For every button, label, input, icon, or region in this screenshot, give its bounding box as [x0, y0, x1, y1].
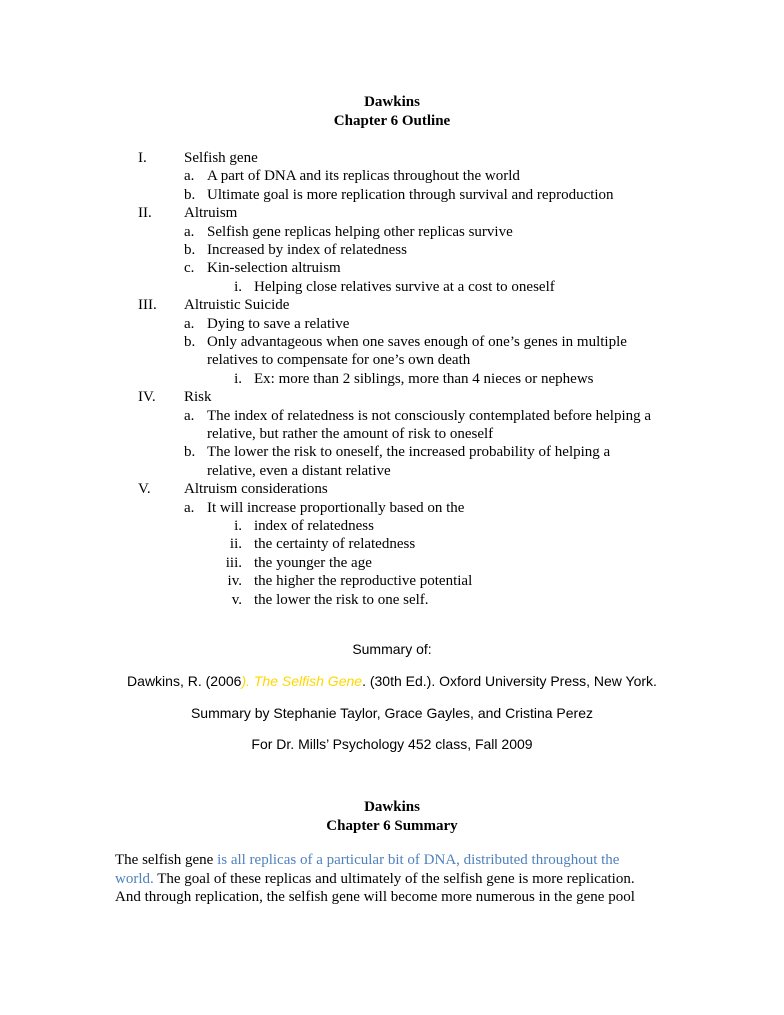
outline-subtitle: Chapter 6 Outline — [333, 113, 451, 129]
item-marker: c. — [184, 260, 195, 277]
item-marker: b. — [184, 186, 196, 203]
item-marker: b. — [184, 242, 196, 258]
reference-rest: . (30th Ed.). Oxford University Press, New York. — [362, 673, 657, 689]
reference-line — [0, 673, 784, 689]
item-text-line: Increased by index of relatedness — [207, 242, 407, 258]
summary-goal-text: The goal of these replicas and ultimately of the selfish gene is more replication. — [153, 871, 635, 887]
section-heading: Altruism — [184, 205, 238, 222]
summary-authors: Summary by Stephanie Taylor, Grace Gayles, and Cristina Perez — [190, 705, 594, 721]
summary-text-start: The selfish gene — [115, 852, 218, 868]
reference-title: ). The Selfish Gene — [241, 673, 363, 689]
item-marker: b. — [184, 334, 196, 350]
item-text-line: Only advantageous when one saves enough of one’s genes in multiple — [207, 334, 627, 350]
section-heading: Risk — [184, 389, 212, 406]
item-marker: a. — [184, 499, 195, 516]
subitem-text: the lower the risk to one self. — [254, 591, 429, 608]
reference-author: Dawkins, R. (2006 — [127, 673, 242, 689]
summary-of-label: Summary of: — [352, 641, 432, 657]
item-text-line: The lower the risk to oneself, the increased probability of helping a — [207, 444, 611, 461]
summary-line-3: And through replication, the selfish gene will become more numerous in the gene pool — [115, 889, 635, 905]
summary-definition: is all replicas of a particular bit of DNA, distributed throughout the — [217, 852, 620, 868]
item-text-line: relative, even a distant relative — [207, 462, 391, 479]
subitem-marker: v. — [231, 591, 242, 608]
section-numeral: II. — [138, 205, 152, 222]
subitem-text: the younger the age — [254, 554, 372, 571]
subitem-text: the higher the reproductive potential — [254, 573, 473, 590]
outline-title: Dawkins — [364, 94, 420, 110]
item-text-line: It will increase proportionally based on the — [207, 499, 465, 516]
item-marker: a. — [184, 315, 195, 332]
subitem-marker: i. — [234, 370, 242, 387]
subitem-marker: i. — [234, 278, 242, 295]
item-text-line: Ultimate goal is more replication through survival and reproduction — [207, 186, 614, 203]
item-text-line: relative, but rather the amount of risk to oneself — [207, 426, 494, 442]
item-text-line: Kin-selection altruism — [207, 260, 341, 277]
summary-line-1 — [115, 852, 619, 869]
item-marker: b. — [184, 444, 196, 461]
item-text-line: The index of relatedness is not consciously contemplated before helping a — [207, 407, 652, 424]
class-line: For Dr. Mills’ Psychology 452 class, Fall 2009 — [251, 736, 533, 752]
subitem-text: index of relatedness — [254, 518, 374, 534]
section-heading: Selfish gene — [184, 150, 258, 166]
item-text-line: A part of DNA and its replicas throughout the world — [207, 168, 520, 185]
summary-definition-end: world. — [115, 871, 154, 887]
subitem-marker: i. — [234, 518, 242, 534]
subitem-marker: iv. — [227, 573, 242, 590]
item-marker: a. — [184, 407, 195, 424]
subitem-marker: iii. — [225, 554, 242, 571]
section-numeral: IV. — [138, 389, 156, 406]
section-heading: Altruism considerations — [184, 481, 328, 498]
section-heading: Altruistic Suicide — [184, 297, 290, 314]
subitem-text: the certainty of relatedness — [254, 536, 416, 553]
subitem-text: Ex: more than 2 siblings, more than 4 nieces or nephews — [254, 370, 594, 387]
item-marker: a. — [184, 223, 195, 240]
section-numeral: V. — [138, 481, 151, 498]
summary-title: Dawkins — [364, 799, 420, 815]
section-numeral: III. — [138, 297, 157, 314]
subitem-text: Helping close relatives survive at a cost to oneself — [254, 278, 555, 295]
item-text-line: Selfish gene replicas helping other replicas survive — [207, 223, 513, 240]
item-text-line: Dying to save a relative — [207, 315, 350, 332]
subitem-marker: ii. — [229, 536, 242, 553]
item-text-line: relatives to compensate for one’s own death — [207, 352, 471, 369]
summary-subtitle: Chapter 6 Summary — [326, 818, 458, 834]
section-numeral: I. — [138, 150, 147, 166]
item-marker: a. — [184, 168, 195, 185]
summary-line-2 — [115, 871, 635, 888]
